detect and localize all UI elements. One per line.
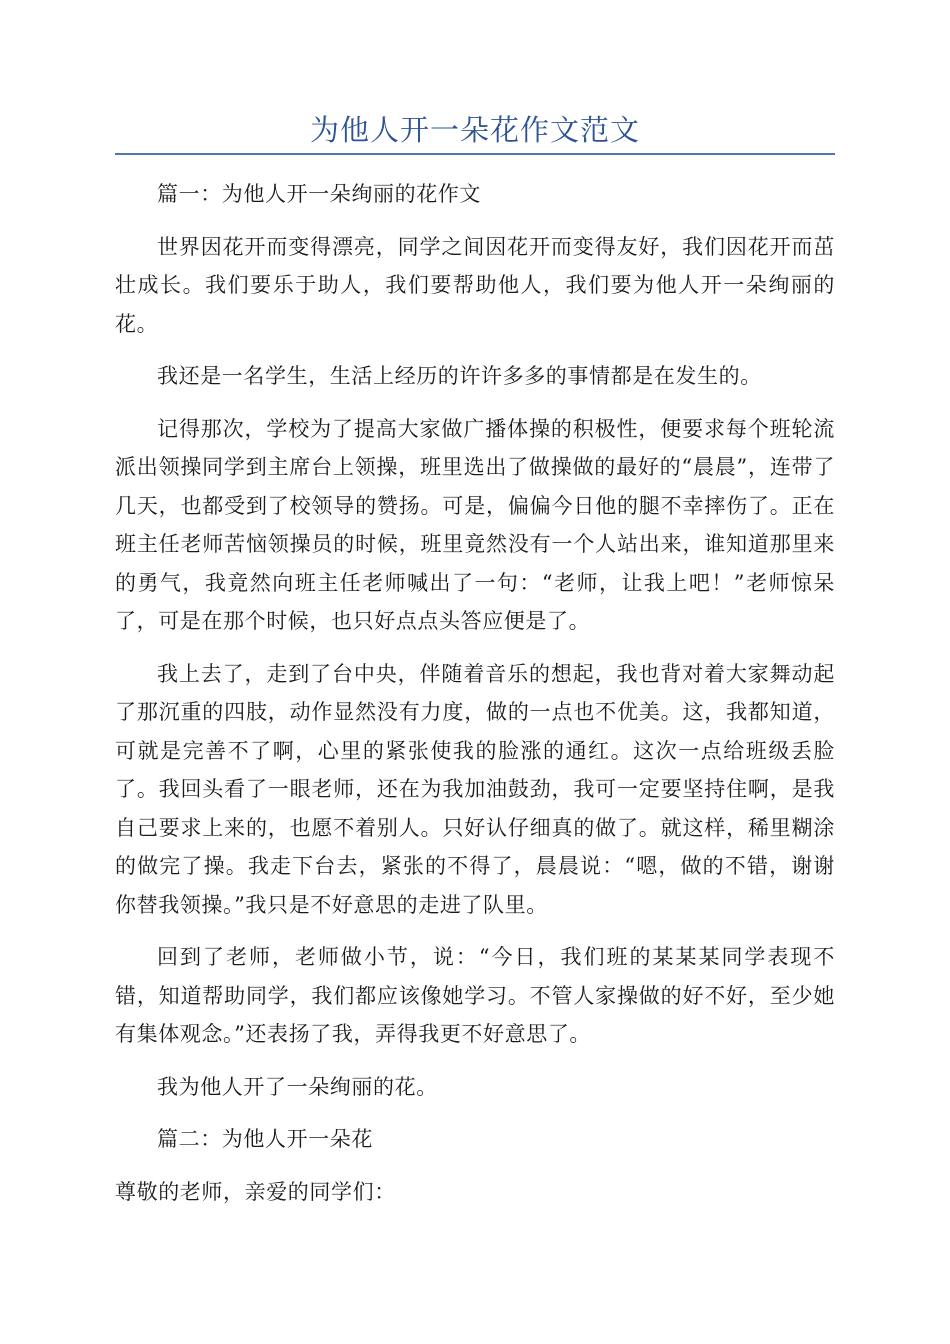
salutation: 尊敬的老师，亲爱的同学们： — [115, 1179, 396, 1204]
document-body — [115, 175, 835, 1225]
paragraph: 我上去了，走到了台中央，伴随着音乐的想起，我也背对着大家舞动起了那沉重的四肢，动作显然没有力度，做的一点也不优美。这，我都知道，可就是完善不了啊，心里的紧张使我的脸涨的通红。这次一点给班级丢脸了。我回头看了一眼老师，还在为我加油鼓劲，我可一定要坚持住啊，是我自己要求上来的，也愿不着别人。只好认仔细真的做了。就这样，稀里糊涂的做完了操。我走下台去，紧张的不得了，晨晨说：“嗯，做的不错，谢谢你替我领操。”我只是不好意思的走进了队里。 — [115, 661, 835, 917]
title-underline — [115, 153, 835, 155]
paragraph: 世界因花开而变得漂亮，同学之间因花开而变得友好，我们因花开而茁壮成长。我们要乐于助人，我们要帮助他人，我们要为他人开一朵绚丽的花。 — [115, 234, 835, 336]
section-heading-2: 篇二：为他人开一朵花 — [157, 1127, 373, 1151]
paragraph: 记得那次，学校为了提高大家做广播体操的积极性，便要求每个班轮流派出领操同学到主席台上领操，班里选出了做操做的最好的“晨晨”，连带了几天，也都受到了校领导的赞扬。可是，偏偏今日他的腿不幸摔伤了。正在班主任老师苦恼领操员的时候，班里竟然没有一个人站出来，谁知道那里来的勇气，我竟然向班主任老师喊出了一句：“老师，让我上吧！”老师惊呆了，可是在那个时候，也只好点点头答应便是了。 — [115, 416, 835, 633]
paragraph: 我还是一名学生，生活上经历的许许多多的事情都是在发生的。 — [157, 364, 762, 388]
section-heading-1: 篇一：为他人开一朵绚丽的花作文 — [157, 182, 481, 206]
paragraph: 回到了老师，老师做小节，说：“今日，我们班的某某某同学表现不错，知道帮助同学，我们都应该像她学习。不管人家操做的好不好，至少她有集体观念。”还表扬了我，弄得我更不好意思了。 — [115, 945, 835, 1046]
paragraph: 我为他人开了一朵绚丽的花。 — [157, 1074, 438, 1099]
document-title: 为他人开一朵花作文范文 — [309, 113, 640, 147]
